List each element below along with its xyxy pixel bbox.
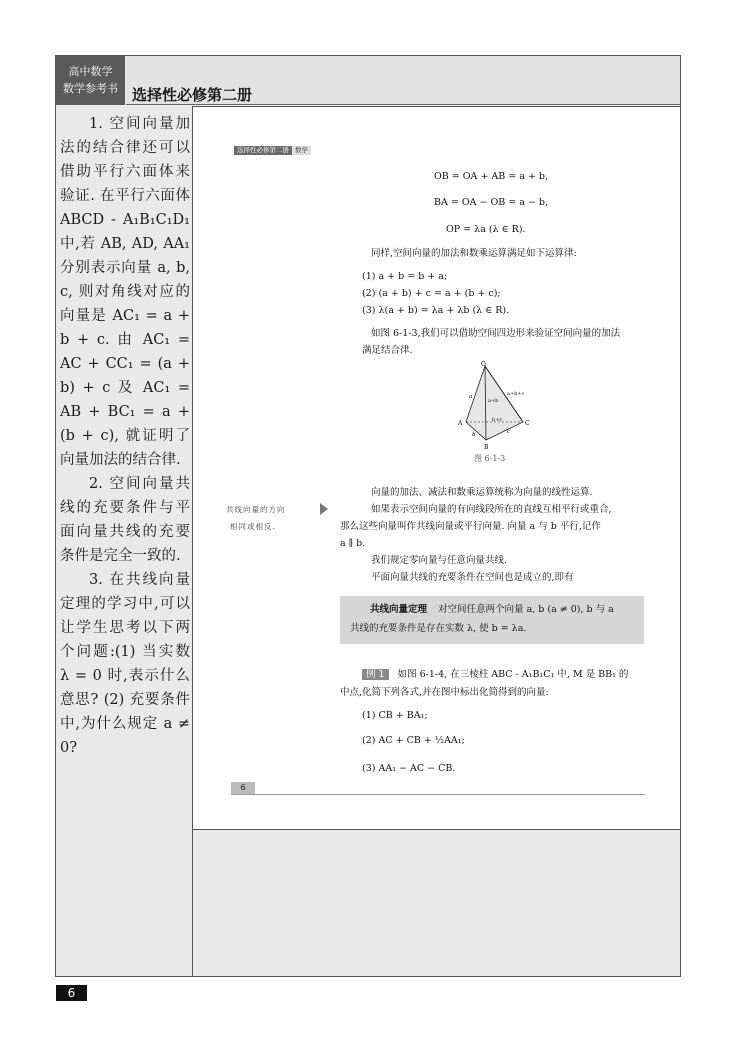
- inner-footer-rule: [231, 782, 645, 795]
- label-a-plus-b: a+b: [488, 398, 499, 404]
- collinear-def-line2: 那么这些向量叫作共线向量或平行向量. 向量 a 与 b 平行,记作: [340, 521, 601, 532]
- example-1-line1: [362, 666, 628, 683]
- label-b: b: [472, 432, 476, 438]
- example-item-1: (1) CB + BA₁;: [362, 710, 428, 721]
- label-B: B: [484, 444, 489, 450]
- example-1-line2: 中点,化简下列各式,并在图中标出化简得到的向量:: [340, 687, 549, 698]
- inner-page-number: 6: [231, 782, 255, 794]
- theorem-line1: [370, 601, 614, 618]
- margin-note-line1: 共线向量的方向: [226, 505, 286, 514]
- figure-6-1-3: [452, 358, 542, 450]
- theorem-title: 共线向量定理: [370, 604, 428, 615]
- example-item-2: (2) AC + CB + ½AA₁;: [362, 735, 465, 746]
- note-1: 1. 空间向量加法的结合律还可以借助平行六面体来验证. 在平行六面体 ABCD - A₁B₁C₁D₁ 中,若 AB, AD, AA₁ 分别表示向量 a, b, c, 则对角线对应的向量是 AC₁ = a + b + c. 由 AC₁ = AC + CC₁ = (a + b) + c 及 AC₁ = AB + BC₁ = a + (b + c), 就证明了向量加法的结合律.: [60, 116, 190, 468]
- theorem-line2: 共线的充要条件是存在实数 λ, 使 b = λa.: [350, 623, 527, 634]
- equation-sum: OB = OA + AB = a + b,: [434, 171, 549, 182]
- label-b-plus-c: b+c: [492, 417, 503, 423]
- law-distributive: (3) λ(a + b) = λa + λb (λ ∈ R).: [362, 305, 510, 316]
- equation-diff: BA = OA − OB = a − b,: [434, 197, 549, 208]
- plane-condition-sentence: 平面向量共线的充要条件在空间也是成立的,即有: [371, 572, 574, 583]
- figure-intro-line1: 如图 6-1-3,我们可以借助空间四边形来验证空间向量的加法: [371, 328, 621, 339]
- collinear-def-line1: 如果表示空间向量的有向线段所在的直线互相平行或重合,: [371, 504, 612, 515]
- label-c: c: [507, 429, 511, 435]
- series-label-box: [56, 56, 125, 105]
- label-A: A: [458, 420, 463, 427]
- example-tag: 例 1: [362, 669, 389, 680]
- theorem-text-1: 对空间任意两个向量 a, b (a ≠ 0), b 与 a: [438, 604, 614, 615]
- book-title: 选择性必修第二册: [132, 86, 253, 104]
- note-3: 3. 在共线向量定理的学习中,可以让学生思考以下两个问题:(1) 当实数 λ = 0 时,表示什么意思? (2) 充要条件中,为什么规定 a ≠ 0?: [60, 572, 190, 756]
- label-a: a: [469, 394, 473, 400]
- theorem-box: [340, 596, 644, 644]
- collinear-def-line3: a ∥ b.: [340, 538, 366, 549]
- example-1-text: 如图 6-1-4, 在三棱柱 ABC - A₁B₁C₁ 中, M 是 BB₁ 的: [397, 669, 629, 680]
- label-a-plus-b-plus-c: a+b+c: [507, 391, 525, 397]
- laws-intro: 同样,空间向量的加法和数乘运算满足如下运算律:: [371, 248, 577, 259]
- equation-scalar: OP = λa (λ ∈ R).: [446, 224, 526, 235]
- margin-note-line2: 相同或相反.: [230, 522, 276, 531]
- sidebar-notes: [60, 112, 190, 760]
- textbook-page-panel: [193, 106, 680, 830]
- margin-note: [226, 501, 328, 535]
- inner-book-tag: 选择性必修第二册: [234, 146, 292, 155]
- example-item-3: (3) AA₁ − AC − CB.: [362, 763, 456, 774]
- linear-operations-sentence: 向量的加法、减法和数乘运算统称为向量的线性运算.: [371, 487, 593, 498]
- series-line-1: 高中数学: [68, 65, 113, 78]
- header-bar: [126, 56, 680, 105]
- series-line-2: 数学参考书: [63, 82, 118, 95]
- figure-caption: 图 6-1-3: [474, 454, 506, 463]
- page-number: 6: [56, 985, 87, 1001]
- law-associative: (2) (a + b) + c = a + (b + c);: [362, 288, 501, 299]
- margin-pointer-icon: [320, 503, 330, 515]
- law-commutative: (1) a + b = b + a;: [362, 271, 448, 282]
- figure-intro-line2: 满足结合律.: [362, 345, 413, 356]
- note-2: 2. 空间向量共线的充要条件与平面向量共线的充要条件是完全一致的.: [60, 476, 190, 564]
- label-C: C: [525, 420, 530, 427]
- inner-subject-tag: 数学: [292, 146, 311, 155]
- inner-running-header: [234, 146, 311, 155]
- label-O: O: [481, 361, 486, 368]
- zero-vector-rule: 我们规定零向量与任意向量共线.: [371, 555, 508, 566]
